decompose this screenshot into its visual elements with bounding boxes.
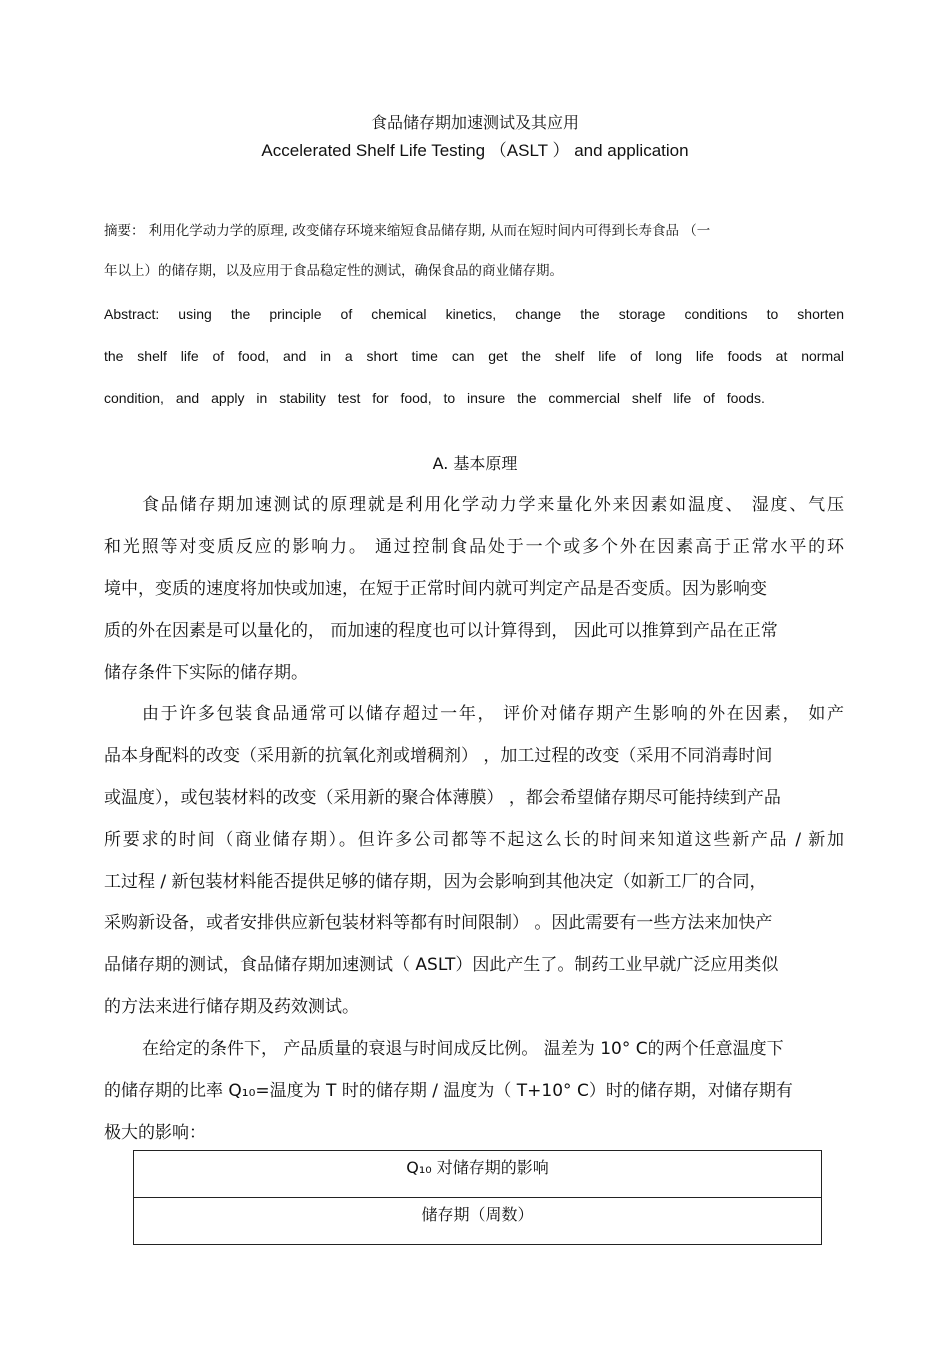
abstract-cn-line-1: 摘要： 利用化学动力学的原理, 改变储存环境来缩短食品储存期, 从而在短时间内可得到长寿食品 （一 [104, 223, 711, 239]
para3-line: 在给定的条件下， 产品质量的衰退与时间成反比例。 温差为 10° C的两个任意温度下 [142, 1039, 784, 1059]
abstract-cn-line-2: 年以上）的储存期，以及应用于食品稳定性的测试，确保食品的商业储存期。 [104, 263, 563, 279]
para1-line: 境中，变质的速度将加快或加速，在短于正常时间内就可判定产品是否变质。因为影响变 [104, 579, 767, 599]
abstract-en-line-1: Abstract: using the principle of chemical kinetics, change the storage conditions to shorten [104, 306, 844, 322]
para2-line: 品储存期的测试，食品储存期加速测试（ ASLT）因此产生了。制药工业早就广泛应用类似 [104, 955, 779, 975]
document-title-english: Accelerated Shelf Life Testing （ASLT ） and application [261, 141, 689, 160]
q10-table-subheader: 储存期（周数） [134, 1198, 822, 1245]
q10-effect-table [133, 1150, 822, 1245]
para3-line: 极大的影响： [104, 1123, 206, 1143]
para1-line: 质的外在因素是可以量化的， 而加速的程度也可以计算得到， 因此可以推算到产品在正常 [104, 621, 778, 641]
para1-line: 和光照等对变质反应的影响力。 通过控制食品处于一个或多个外在因素高于正常水平的环 [104, 537, 844, 557]
abstract-en-line-3: condition, and apply in stability test for food, to insure the commercial shelf life of foods. [104, 390, 765, 406]
para2-line: 的方法来进行储存期及药效测试。 [104, 997, 359, 1017]
para1-line: 储存条件下实际的储存期。 [104, 663, 308, 683]
para3-line: 的储存期的比率 Q₁₀=温度为 T 时的储存期 / 温度为（ T+10° C）时的储存期，对储存期有 [104, 1081, 793, 1101]
para2-line: 品本身配料的改变（采用新的抗氧化剂或增稠剂） ，加工过程的改变（采用不同消毒时间 [104, 746, 773, 766]
q10-table-header: Q₁₀ 对储存期的影响 [134, 1151, 822, 1198]
para1-line: 食品储存期加速测试的原理就是利用化学动力学来量化外来因素如温度、 湿度、气压 [142, 495, 844, 515]
para2-line: 工过程 / 新包装材料能否提供足够的储存期，因为会影响到其他决定（如新工厂的合同， [104, 872, 767, 892]
section-heading-a: A. 基本原理 [432, 454, 518, 473]
abstract-en-line-2: the shelf life of food, and in a short time can get the shelf life of long life foods at normal [104, 348, 844, 364]
para2-line: 或温度），或包装材料的改变（采用新的聚合体薄膜） ，都会希望储存期尽可能持续到产品 [104, 788, 781, 808]
document-title-chinese: 食品储存期加速测试及其应用 [370, 113, 579, 132]
para2-line: 由于许多包装食品通常可以储存超过一年， 评价对储存期产生影响的外在因素， 如产 [142, 704, 844, 724]
para2-line: 所要求的时间（商业储存期）。但许多公司都等不起这么长的时间来知道这些新产品 / 新加 [104, 830, 844, 850]
para2-line: 采购新设备，或者安排供应新包装材料等都有时间限制） 。因此需要有一些方法来加快产 [104, 913, 773, 933]
